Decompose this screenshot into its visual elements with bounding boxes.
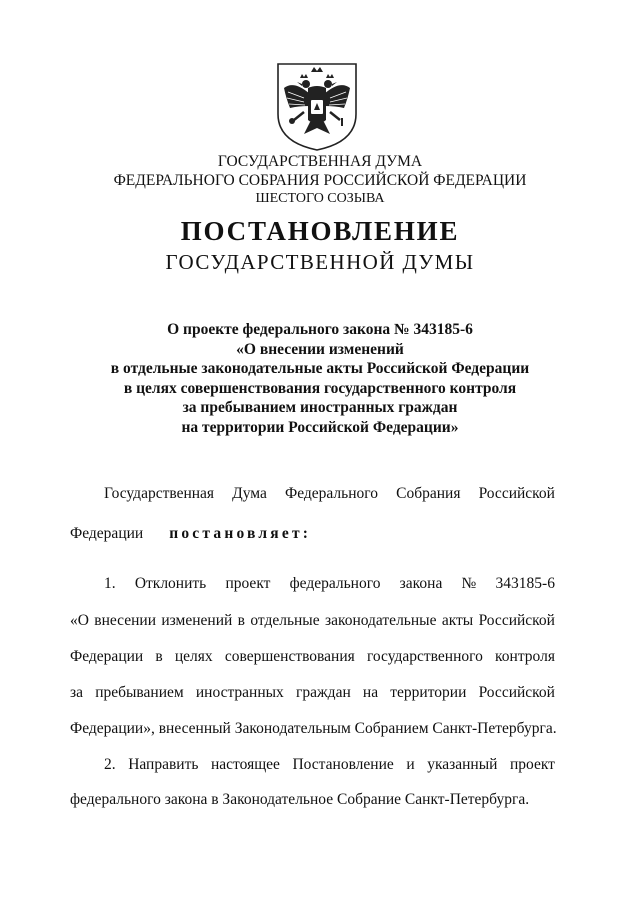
justified-word: в (237, 612, 245, 629)
justified-word: акты (441, 612, 474, 629)
justified-word: государственного (366, 648, 483, 665)
justified-word: 343185-6 (495, 575, 555, 592)
justified-word: совершенствования (224, 648, 355, 665)
russian-coat-of-arms-emblem (274, 62, 360, 152)
justified-word: настоящее (211, 756, 280, 773)
subject-line: в отдельные законодательные акты Российской Федерации (110, 360, 530, 377)
subject-block (0, 320, 640, 437)
justified-word: пребыванием (95, 684, 184, 701)
org-line-federal-assembly: ФЕДЕРАЛЬНОГО СОБРАНИЯ РОССИЙСКОЙ ФЕДЕРАЦИИ (113, 172, 527, 189)
justified-word: указанный (427, 756, 498, 773)
convocation-line: ШЕСТОГО СОЗЫВА (255, 191, 385, 206)
justified-word: проект (225, 575, 271, 592)
justified-word: 2. (104, 756, 116, 773)
justified-word: контроля (495, 648, 555, 665)
item2-line-2: федерального закона в Законодательное Собрание Санкт-Петербурга. (70, 791, 530, 808)
justified-word: и (406, 756, 415, 773)
justified-word: на (362, 684, 379, 701)
resolves-word: постановляет: (169, 525, 312, 542)
item1-line-1 (104, 574, 555, 594)
justified-word: внесении (94, 612, 157, 629)
item1-line-4 (70, 683, 555, 703)
justified-word: целях (174, 648, 213, 665)
justified-word: 1. (104, 575, 116, 592)
justified-word: № (461, 575, 477, 592)
item2-line-1 (104, 755, 555, 775)
preamble-word: Федерации (70, 525, 144, 542)
item1-line-3 (70, 647, 555, 667)
justified-word: Постановление (292, 756, 394, 773)
justified-word: Российской (478, 485, 555, 502)
subject-line: «О внесении изменений (236, 340, 404, 358)
preamble-line-1 (104, 484, 555, 504)
justified-word: Российской (478, 612, 555, 629)
justified-word: «О (70, 612, 89, 629)
item1-line-2 (70, 611, 555, 631)
justified-word: иностранных (195, 684, 284, 701)
justified-word: Дума (232, 485, 267, 502)
justified-word: отдельные (250, 612, 320, 629)
justified-word: Федерального (284, 485, 379, 502)
justified-word: федерального (289, 575, 381, 592)
justified-word: Отклонить (134, 575, 207, 592)
justified-word: проект (509, 756, 555, 773)
document-subtitle: ГОСУДАРСТВЕННОЙ ДУМЫ (165, 250, 475, 274)
justified-word: Направить (128, 756, 199, 773)
justified-word: Собрания (396, 485, 461, 502)
subject-line: в целях совершенствования государственного контроля (123, 379, 517, 397)
justified-word: территории (390, 684, 467, 701)
justified-word: за (70, 684, 84, 701)
subject-line: О проекте федерального закона № 343185-6 (167, 321, 473, 338)
subject-line: за пребыванием иностранных граждан (182, 399, 458, 416)
justified-word: законодательные (324, 612, 437, 629)
justified-word: Российской (478, 684, 555, 701)
justified-word: Федерации (70, 648, 144, 665)
justified-word: в (155, 648, 163, 665)
item1-line-5: Федерации», внесенный Законодательным Собранием Санкт-Петербурга. (70, 720, 557, 737)
justified-word: граждан (295, 684, 351, 701)
subject-line: на территории Российской Федерации» (181, 418, 459, 436)
justified-word: Государственная (104, 485, 215, 502)
preamble-line-2 (70, 524, 555, 544)
org-line-state-duma: ГОСУДАРСТВЕННАЯ ДУМА (217, 153, 423, 170)
document-title: ПОСТАНОВЛЕНИЕ (180, 216, 460, 246)
justified-word: закона (399, 575, 443, 592)
justified-word: изменений (161, 612, 233, 629)
